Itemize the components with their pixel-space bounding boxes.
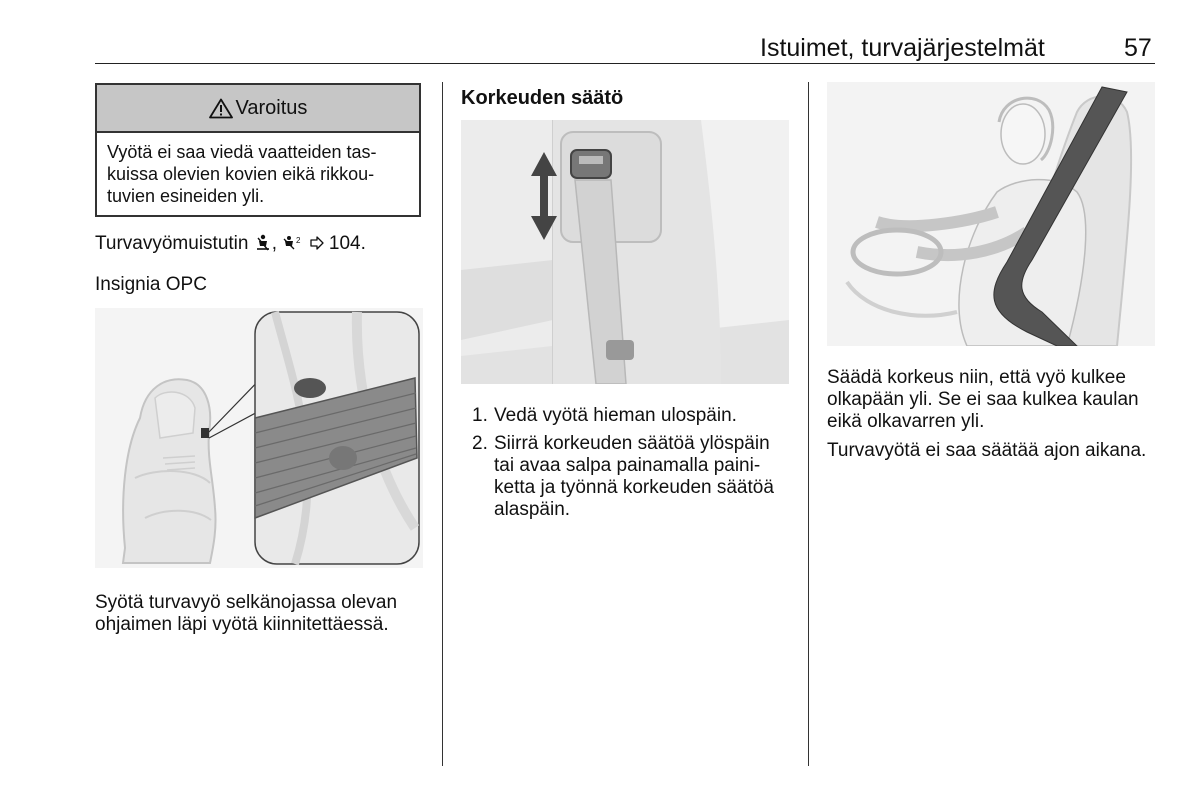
reminder-page-ref[interactable]: 104. [328,233,366,254]
col3-paragraph-1: Säädä korkeus niin, että vyö kulkee olkapään yli. Se ei saa kulkea kaulan eikä olkavarren yli. [827,367,1139,432]
column-divider-left [442,82,443,766]
page-number: 57 [1124,34,1152,62]
step-text: Siirrä korkeuden säätöä ylöspäin tai avaa salpa painamalla painiketta ja työnnä korkeuden säätöä alaspäin. [494,433,774,520]
reference-arrow-icon [310,236,324,250]
warning-header [97,85,419,133]
column-divider-right [808,82,809,766]
driver-seatbelt-illustration [827,82,1155,346]
step-number: 2. [472,433,488,454]
seatbelt-reminder-icon [254,234,272,252]
adjust-steps [472,405,792,527]
header-rule [95,63,1155,64]
warning-box [95,83,421,217]
warning-text: Vyötä ei saa viedä vaatteiden taskuissa olevien kovien eikä rikkoutuvien esineiden yli. [107,142,377,206]
step-text: Vedä vyötä hieman ulospäin. [494,405,737,426]
height-adjust-heading: Korkeuden säätö [461,87,624,109]
step-number: 1. [472,405,488,426]
section-title: Istuimet, turvajärjestelmät [760,34,1045,62]
col3-paragraph-2: Turvavyötä ei saa säätää ajon aikana. [827,440,1147,461]
warning-triangle-icon [209,98,233,119]
svg-text:2: 2 [296,236,301,245]
seatbelt-reminder-line: Turvavyömuistutin , 2 104. [95,233,366,254]
warning-title: Varoitus [235,96,308,119]
step-item [472,405,792,427]
reminder-text: Turvavyömuistutin [95,233,249,254]
height-adjuster-illustration [461,120,789,384]
step-item [472,433,792,521]
opc-caption: Syötä turvavyö selkänojassa olevan ohjaimen läpi vyötä kiinnitettäessä. [95,592,398,635]
opc-heading: Insignia OPC [95,274,207,295]
opc-seat-illustration [95,308,423,568]
seatbelt-reminder-rear-icon [282,235,304,251]
